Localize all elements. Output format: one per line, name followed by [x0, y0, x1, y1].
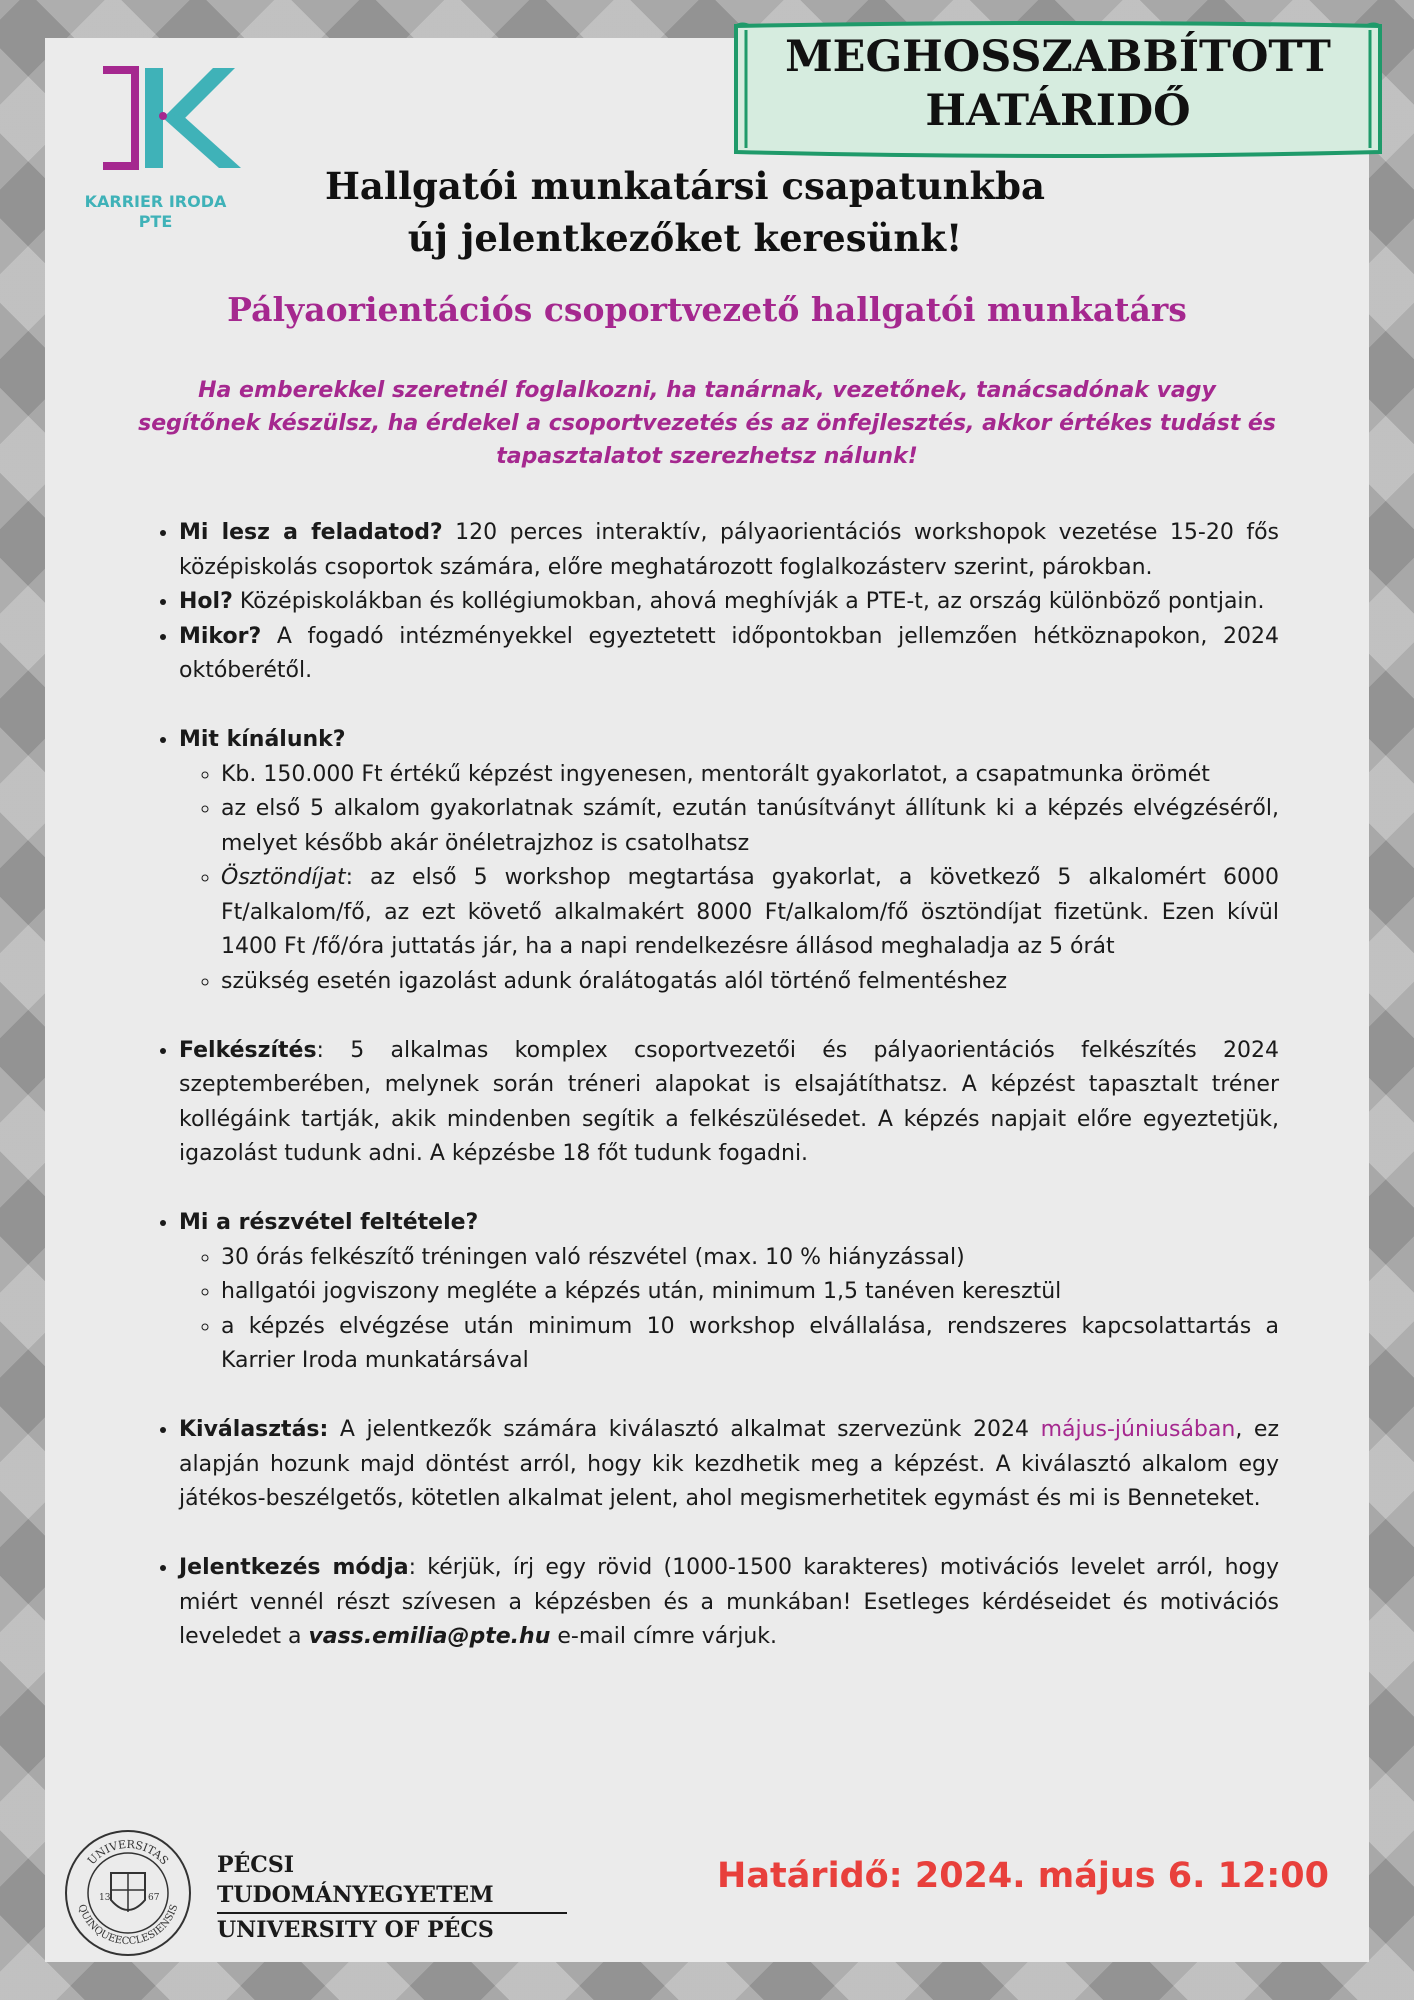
list-item-task — [179, 516, 1279, 585]
selection-highlight: május-júniusában — [1040, 1417, 1236, 1442]
list-item-prep — [179, 1034, 1279, 1172]
main-headline — [245, 160, 1125, 264]
list-item-where — [179, 585, 1279, 620]
offer-item-4: ◦ szükség esetén igazolást adunk óralátogatás alól történő felmentéshez — [221, 965, 1279, 1000]
selection-label: Kiválasztás: — [179, 1417, 329, 1442]
scholarship-text: : az első 5 workshop megtartása gyakorlat, a következő 5 alkalomért 6000 Ft/alkalom/fő, az ezt követő alkalmakért 8000 Ft/alkalom/fő ösztöndíjat fizetünk. Ezen kívül 1400 Ft /fő/óra juttatás jár, ha a napi rendelkezésre állásod meghaladja az 5 órát — [221, 865, 1279, 959]
scholarship-label: Ösztöndíjat — [221, 865, 346, 890]
offer-item-3 — [221, 861, 1279, 965]
k-logo-icon — [63, 54, 248, 194]
list-item-selection — [179, 1413, 1279, 1517]
headline-line2: új jelentkezőket keresünk! — [407, 216, 963, 260]
offer-sublist — [179, 758, 1279, 1000]
karrier-iroda-logo — [63, 54, 248, 234]
selection-text-before: A jelentkezők számára kiválasztó alkalmat szervezünk 2024 — [328, 1417, 1041, 1442]
university-seal-icon — [63, 1828, 193, 1958]
list-item-offer — [179, 723, 1279, 999]
conditions-label: Mi a részvétel feltétele? — [179, 1210, 479, 1235]
task-list — [145, 516, 1279, 689]
email-link[interactable]: vass.emilia@pte.hu — [308, 1624, 551, 1649]
prep-label: Felkészítés — [179, 1037, 317, 1063]
apply-label: Jelentkezés módja — [179, 1555, 409, 1580]
seal-top-text: UNIVERSITAS — [85, 1837, 171, 1868]
conditions-sublist — [179, 1241, 1279, 1379]
offer-item-2: ◦ az első 5 alkalom gyakorlatnak számít, ezután tanúsítványt állítunk ki a képzés elvégzéséről, melyet később akár önéletrajzhoz is csatolhatsz — [221, 792, 1279, 861]
poster-sheet — [45, 32, 1369, 1962]
selection-text-after: , ez alapján hozunk majd döntést arról, hogy kik kezdhetik meg a képzést. A kiválasztó alkalom egy játékos-beszélgetős, kötetlen alkalmat jelent, ahol megismerhetitek egymást és mi is Benneteket. — [179, 1417, 1279, 1511]
seal-year-right: 67 — [148, 1893, 160, 1903]
where-label: Hol? — [179, 589, 233, 614]
university-name — [217, 1850, 567, 1946]
where-text: Középiskolákban és kollégiumokban, ahová meghívják a PTE-t, az ország különböző pontjain. — [232, 589, 1265, 614]
prep-text: : 5 alkalmas komplex csoportvezetői és pályaorientációs felkészítés 2024 szeptemberében, melynek során tréneri alapokat is elsajátíthatsz. A képzést tapasztalt tréner kollégáink tartják, akik mindenben segítik a felkészülésedet. A képzés napjait előre egyeztetjük, igazolást tudunk adni. A képzésbe 18 főt tudunk fogadni. — [179, 1037, 1279, 1166]
logo-caption — [63, 192, 248, 232]
prep-list — [145, 1034, 1279, 1172]
condition-item-3: ◦ a képzés elvégzése után minimum 10 workshop elvállalása, rendszeres kapcsolattartás a Karrier Iroda munkatársával — [221, 1310, 1279, 1379]
seal-bottom-text: QUINQUEECCLESIENSIS — [75, 1903, 181, 1948]
conditions-list — [145, 1206, 1279, 1379]
banner-line2: HATÁRIDŐ — [925, 86, 1191, 136]
when-label: Mikor? — [179, 623, 262, 649]
position-title: Pályaorientációs csoportvezető hallgatói munkatárs — [227, 290, 1187, 329]
apply-list — [145, 1551, 1279, 1655]
deadline-text: Határidő: 2024. május 6. 12:00 — [717, 1856, 1329, 1896]
logo-line1: KARRIER IRODA — [84, 192, 227, 211]
logo-line2: PTE — [138, 212, 173, 231]
apply-text-after: e-mail címre várjuk. — [550, 1624, 778, 1649]
banner-text — [728, 30, 1388, 138]
list-item-conditions — [179, 1206, 1279, 1379]
condition-item-1: ◦ 30 órás felkészítő tréningen való részvétel (max. 10 % hiányzással) — [221, 1241, 1279, 1276]
list-item-apply — [179, 1551, 1279, 1655]
condition-item-2: ◦ hallgatói jogviszony megléte a képzés után, minimum 1,5 tanéven keresztül — [221, 1275, 1279, 1310]
main-content — [145, 516, 1279, 1655]
task-label: Mi lesz a feladatod? — [179, 520, 443, 545]
offer-item-1: ◦ Kb. 150.000 Ft értékű képzést ingyenesen, mentorált gyakorlatot, a csapatmunka örömét — [221, 758, 1279, 793]
banner-line1: MEGHOSSZABBÍTOTT — [785, 32, 1331, 82]
offer-label: Mit kínálunk? — [179, 727, 346, 752]
extended-deadline-banner — [728, 20, 1388, 160]
seal-year-left: 13 — [99, 1893, 111, 1903]
task-text: 120 perces interaktív, pályaorientációs workshopok vezetése 15-20 fős középiskolás csoportok számára, előre meghatározott foglalkozásterv szerint, párokban. — [179, 520, 1279, 580]
list-item-when — [179, 620, 1279, 689]
university-seal — [63, 1828, 193, 1958]
apply-text-before: : kérjük, írj egy rövid (1000-1500 karakteres) motivációs levelet arról, hogy miért vennél részt szívesen a képzésben és a munkában! Esetleges kérdéseidet és motivációs leveledet a — [179, 1555, 1279, 1649]
university-name-hu: PÉCSI TUDOMÁNYEGYETEM — [217, 1850, 567, 1914]
when-text: A fogadó intézményekkel egyeztetett időpontokban jellemzően hétköznapokon, 2024 októberétől. — [179, 623, 1279, 683]
selection-list — [145, 1413, 1279, 1517]
offer-list — [145, 723, 1279, 999]
university-name-en: UNIVERSITY OF PÉCS — [217, 1917, 494, 1943]
headline-line1: Hallgatói munkatársi csapatunkba — [324, 164, 1046, 208]
intro-text: Ha emberekkel szeretnél foglalkozni, ha tanárnak, vezetőnek, tanácsadónak vagy segítőnek készülsz, ha érdekel a csoportvezetés és az önfejlesztés, akkor értékes tudást és tapasztalatot szerezhetsz nálunk! — [138, 378, 1276, 469]
